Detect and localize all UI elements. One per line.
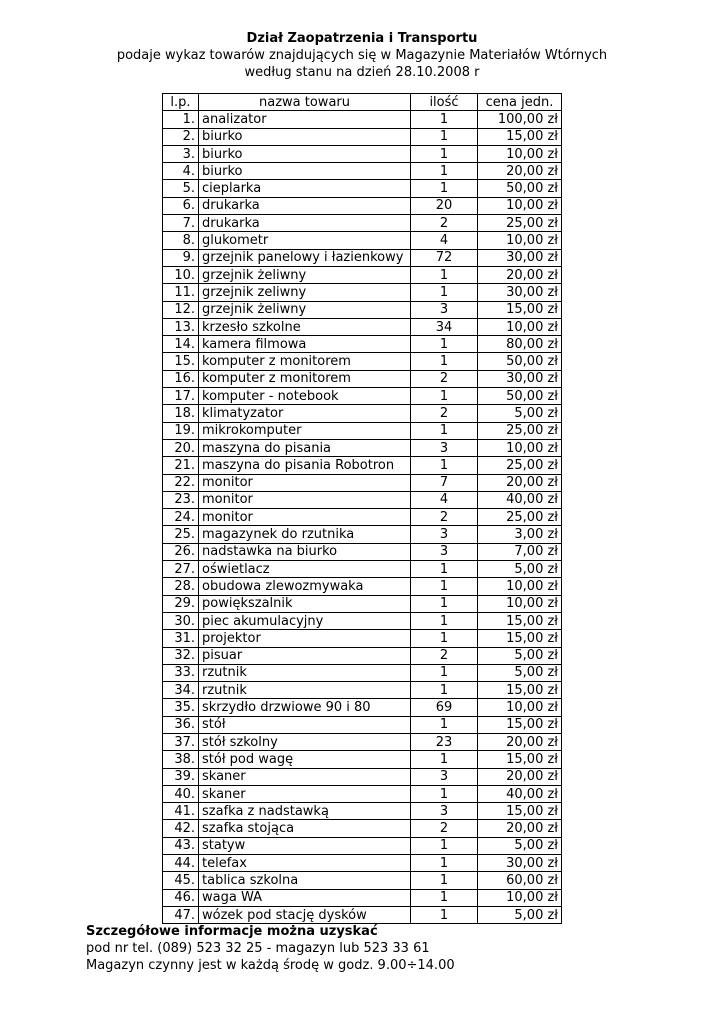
row-lp: 3. (163, 145, 199, 162)
row-lp: 7. (163, 215, 199, 232)
row-lp: 15. (163, 353, 199, 370)
table-row (163, 457, 562, 474)
footer-heading: Szczegółowe informacje można uzyskać (86, 924, 378, 939)
row-item-name: stół (199, 716, 411, 733)
table-row (163, 906, 562, 923)
document-date-line: według stanu na dzień 28.10.2008 r (244, 65, 480, 80)
table-row (163, 768, 562, 785)
row-lp: 40. (163, 785, 199, 802)
footer-hours-line: Magazyn czynny jest w każdą środę w godz. 9.00÷14.00 (86, 958, 455, 973)
row-lp: 43. (163, 837, 199, 854)
row-lp: 23. (163, 491, 199, 508)
table-row (163, 405, 562, 422)
table-row (163, 561, 562, 578)
row-lp: 41. (163, 803, 199, 820)
row-unit-price: 7,00 zł (478, 543, 562, 560)
row-item-name: skaner (199, 768, 411, 785)
row-quantity: 1 (411, 716, 478, 733)
row-item-name: wózek pod stację dysków (199, 906, 411, 923)
row-lp: 11. (163, 284, 199, 301)
row-lp: 8. (163, 232, 199, 249)
row-lp: 21. (163, 457, 199, 474)
table-row (163, 336, 562, 353)
row-lp: 36. (163, 716, 199, 733)
table-row (163, 249, 562, 266)
row-unit-price: 15,00 zł (478, 751, 562, 768)
row-quantity: 1 (411, 561, 478, 578)
row-quantity: 3 (411, 301, 478, 318)
row-unit-price: 10,00 zł (478, 595, 562, 612)
row-lp: 39. (163, 768, 199, 785)
row-item-name: monitor (199, 474, 411, 491)
table-row (163, 872, 562, 889)
row-lp: 44. (163, 855, 199, 872)
row-item-name: statyw (199, 837, 411, 854)
row-unit-price: 5,00 zł (478, 405, 562, 422)
table-row (163, 647, 562, 664)
table-row (163, 682, 562, 699)
row-lp: 16. (163, 370, 199, 387)
document-header (0, 30, 724, 81)
row-unit-price: 50,00 zł (478, 353, 562, 370)
row-quantity: 1 (411, 682, 478, 699)
row-item-name: pisuar (199, 647, 411, 664)
row-lp: 1. (163, 111, 199, 128)
row-item-name: telefax (199, 855, 411, 872)
row-unit-price: 60,00 zł (478, 872, 562, 889)
row-item-name: grzejnik zeliwny (199, 284, 411, 301)
row-unit-price: 20,00 zł (478, 733, 562, 750)
row-lp: 28. (163, 578, 199, 595)
row-unit-price: 5,00 zł (478, 837, 562, 854)
row-quantity: 72 (411, 249, 478, 266)
column-header-lp: l.p. (163, 94, 199, 111)
row-item-name: rzutnik (199, 682, 411, 699)
table-row (163, 664, 562, 681)
column-header-price: cena jedn. (478, 94, 562, 111)
row-unit-price: 15,00 zł (478, 803, 562, 820)
row-lp: 27. (163, 561, 199, 578)
row-lp: 9. (163, 249, 199, 266)
row-item-name: klimatyzator (199, 405, 411, 422)
column-header-quantity: ilość (411, 94, 478, 111)
row-unit-price: 3,00 zł (478, 526, 562, 543)
row-lp: 46. (163, 889, 199, 906)
row-lp: 33. (163, 664, 199, 681)
row-quantity: 3 (411, 768, 478, 785)
row-quantity: 3 (411, 439, 478, 456)
row-unit-price: 25,00 zł (478, 509, 562, 526)
row-lp: 13. (163, 318, 199, 335)
row-quantity: 1 (411, 664, 478, 681)
row-quantity: 1 (411, 751, 478, 768)
row-unit-price: 10,00 zł (478, 197, 562, 214)
row-lp: 6. (163, 197, 199, 214)
row-unit-price: 5,00 zł (478, 906, 562, 923)
row-unit-price: 10,00 zł (478, 699, 562, 716)
row-quantity: 3 (411, 803, 478, 820)
row-unit-price: 5,00 zł (478, 561, 562, 578)
row-item-name: biurko (199, 145, 411, 162)
table-row (163, 180, 562, 197)
row-unit-price: 25,00 zł (478, 422, 562, 439)
row-quantity: 1 (411, 872, 478, 889)
row-item-name: glukometr (199, 232, 411, 249)
row-unit-price: 10,00 zł (478, 232, 562, 249)
table-row (163, 301, 562, 318)
row-item-name: komputer z monitorem (199, 353, 411, 370)
table-row (163, 543, 562, 560)
row-unit-price: 80,00 zł (478, 336, 562, 353)
table-row (163, 232, 562, 249)
row-quantity: 2 (411, 215, 478, 232)
row-item-name: piec akumulacyjny (199, 612, 411, 629)
row-quantity: 1 (411, 266, 478, 283)
row-lp: 24. (163, 509, 199, 526)
row-item-name: nadstawka na biurko (199, 543, 411, 560)
row-lp: 38. (163, 751, 199, 768)
table-row (163, 318, 562, 335)
row-quantity: 1 (411, 889, 478, 906)
table-row (163, 474, 562, 491)
row-item-name: powiększalnik (199, 595, 411, 612)
row-item-name: grzejnik żeliwny (199, 266, 411, 283)
row-lp: 12. (163, 301, 199, 318)
table-row (163, 612, 562, 629)
table-row (163, 111, 562, 128)
row-quantity: 1 (411, 457, 478, 474)
footer-phone-line: pod nr tel. (089) 523 32 25 - magazyn lub 523 33 61 (86, 941, 430, 956)
row-item-name: kamera filmowa (199, 336, 411, 353)
table-row (163, 197, 562, 214)
row-item-name: skaner (199, 785, 411, 802)
row-quantity: 1 (411, 906, 478, 923)
row-unit-price: 50,00 zł (478, 388, 562, 405)
row-unit-price: 10,00 zł (478, 439, 562, 456)
table-row (163, 163, 562, 180)
table-row (163, 266, 562, 283)
document-title: Dział Zaopatrzenia i Transportu (246, 31, 478, 46)
row-quantity: 1 (411, 785, 478, 802)
row-item-name: projektor (199, 630, 411, 647)
row-lp: 2. (163, 128, 199, 145)
row-quantity: 20 (411, 197, 478, 214)
row-quantity: 2 (411, 370, 478, 387)
table-row (163, 509, 562, 526)
inventory-table-body (163, 111, 562, 924)
row-unit-price: 20,00 zł (478, 820, 562, 837)
row-unit-price: 15,00 zł (478, 630, 562, 647)
table-row (163, 716, 562, 733)
row-quantity: 3 (411, 543, 478, 560)
table-row (163, 145, 562, 162)
row-item-name: cieplarka (199, 180, 411, 197)
table-row (163, 439, 562, 456)
row-quantity: 1 (411, 111, 478, 128)
row-lp: 31. (163, 630, 199, 647)
table-row (163, 284, 562, 301)
table-row (163, 855, 562, 872)
row-unit-price: 40,00 zł (478, 491, 562, 508)
row-quantity: 3 (411, 526, 478, 543)
row-unit-price: 10,00 zł (478, 578, 562, 595)
row-unit-price: 5,00 zł (478, 647, 562, 664)
row-unit-price: 25,00 zł (478, 215, 562, 232)
row-unit-price: 10,00 zł (478, 318, 562, 335)
row-lp: 34. (163, 682, 199, 699)
row-item-name: komputer - notebook (199, 388, 411, 405)
row-item-name: drukarka (199, 197, 411, 214)
row-lp: 42. (163, 820, 199, 837)
row-lp: 4. (163, 163, 199, 180)
row-unit-price: 30,00 zł (478, 855, 562, 872)
row-unit-price: 5,00 zł (478, 664, 562, 681)
row-lp: 29. (163, 595, 199, 612)
row-quantity: 1 (411, 145, 478, 162)
row-lp: 17. (163, 388, 199, 405)
row-quantity: 1 (411, 578, 478, 595)
row-lp: 22. (163, 474, 199, 491)
row-item-name: szafka z nadstawką (199, 803, 411, 820)
row-lp: 30. (163, 612, 199, 629)
row-item-name: rzutnik (199, 664, 411, 681)
row-unit-price: 15,00 zł (478, 682, 562, 699)
row-item-name: mikrokomputer (199, 422, 411, 439)
row-quantity: 34 (411, 318, 478, 335)
row-unit-price: 15,00 zł (478, 301, 562, 318)
row-lp: 32. (163, 647, 199, 664)
row-quantity: 1 (411, 855, 478, 872)
row-quantity: 2 (411, 647, 478, 664)
row-unit-price: 10,00 zł (478, 145, 562, 162)
row-quantity: 1 (411, 284, 478, 301)
row-quantity: 1 (411, 128, 478, 145)
table-row (163, 128, 562, 145)
table-header-row (163, 94, 562, 111)
row-unit-price: 20,00 zł (478, 768, 562, 785)
row-item-name: grzejnik żeliwny (199, 301, 411, 318)
row-unit-price: 20,00 zł (478, 163, 562, 180)
row-item-name: biurko (199, 128, 411, 145)
table-row (163, 422, 562, 439)
table-row (163, 578, 562, 595)
row-item-name: komputer z monitorem (199, 370, 411, 387)
row-quantity: 4 (411, 491, 478, 508)
row-quantity: 69 (411, 699, 478, 716)
row-lp: 37. (163, 733, 199, 750)
row-quantity: 1 (411, 422, 478, 439)
row-unit-price: 20,00 zł (478, 266, 562, 283)
row-quantity: 1 (411, 336, 478, 353)
row-quantity: 1 (411, 353, 478, 370)
row-lp: 45. (163, 872, 199, 889)
row-item-name: magazynek do rzutnika (199, 526, 411, 543)
row-unit-price: 100,00 zł (478, 111, 562, 128)
row-lp: 18. (163, 405, 199, 422)
row-item-name: obudowa zlewozmywaka (199, 578, 411, 595)
table-row (163, 526, 562, 543)
row-item-name: monitor (199, 509, 411, 526)
row-item-name: krzesło szkolne (199, 318, 411, 335)
row-lp: 10. (163, 266, 199, 283)
row-quantity: 4 (411, 232, 478, 249)
row-unit-price: 10,00 zł (478, 889, 562, 906)
row-unit-price: 15,00 zł (478, 612, 562, 629)
row-item-name: maszyna do pisania Robotron (199, 457, 411, 474)
table-row (163, 837, 562, 854)
row-lp: 14. (163, 336, 199, 353)
row-item-name: oświetlacz (199, 561, 411, 578)
row-quantity: 7 (411, 474, 478, 491)
row-item-name: stół pod wagę (199, 751, 411, 768)
row-unit-price: 50,00 zł (478, 180, 562, 197)
row-item-name: analizator (199, 111, 411, 128)
row-quantity: 2 (411, 405, 478, 422)
row-lp: 5. (163, 180, 199, 197)
table-row (163, 889, 562, 906)
document-footer (86, 923, 455, 974)
row-item-name: skrzydło drzwiowe 90 i 80 (199, 699, 411, 716)
table-row (163, 733, 562, 750)
row-lp: 25. (163, 526, 199, 543)
row-quantity: 2 (411, 820, 478, 837)
table-row (163, 699, 562, 716)
row-unit-price: 40,00 zł (478, 785, 562, 802)
row-unit-price: 30,00 zł (478, 249, 562, 266)
inventory-table (162, 93, 562, 924)
row-lp: 19. (163, 422, 199, 439)
row-quantity: 1 (411, 612, 478, 629)
row-unit-price: 25,00 zł (478, 457, 562, 474)
table-row (163, 785, 562, 802)
row-quantity: 1 (411, 630, 478, 647)
row-unit-price: 30,00 zł (478, 284, 562, 301)
row-unit-price: 20,00 zł (478, 474, 562, 491)
table-row (163, 751, 562, 768)
column-header-name: nazwa towaru (199, 94, 411, 111)
row-item-name: waga WA (199, 889, 411, 906)
row-item-name: biurko (199, 163, 411, 180)
table-row (163, 595, 562, 612)
row-quantity: 2 (411, 509, 478, 526)
row-quantity: 1 (411, 595, 478, 612)
row-item-name: szafka stojąca (199, 820, 411, 837)
row-quantity: 1 (411, 837, 478, 854)
row-unit-price: 15,00 zł (478, 716, 562, 733)
table-row (163, 370, 562, 387)
row-item-name: stół szkolny (199, 733, 411, 750)
row-item-name: maszyna do pisania (199, 439, 411, 456)
row-lp: 35. (163, 699, 199, 716)
row-quantity: 1 (411, 388, 478, 405)
table-row (163, 630, 562, 647)
table-row (163, 803, 562, 820)
table-row (163, 491, 562, 508)
row-unit-price: 30,00 zł (478, 370, 562, 387)
row-item-name: grzejnik panelowy i łazienkowy (199, 249, 411, 266)
table-row (163, 353, 562, 370)
row-item-name: drukarka (199, 215, 411, 232)
table-row (163, 820, 562, 837)
row-lp: 47. (163, 906, 199, 923)
document-subtitle: podaje wykaz towarów znajdujących się w Magazynie Materiałów Wtórnych (116, 48, 608, 63)
row-lp: 26. (163, 543, 199, 560)
row-lp: 20. (163, 439, 199, 456)
table-row (163, 215, 562, 232)
table-row (163, 388, 562, 405)
row-unit-price: 15,00 zł (478, 128, 562, 145)
row-quantity: 1 (411, 163, 478, 180)
row-quantity: 23 (411, 733, 478, 750)
row-quantity: 1 (411, 180, 478, 197)
row-item-name: monitor (199, 491, 411, 508)
row-item-name: tablica szkolna (199, 872, 411, 889)
